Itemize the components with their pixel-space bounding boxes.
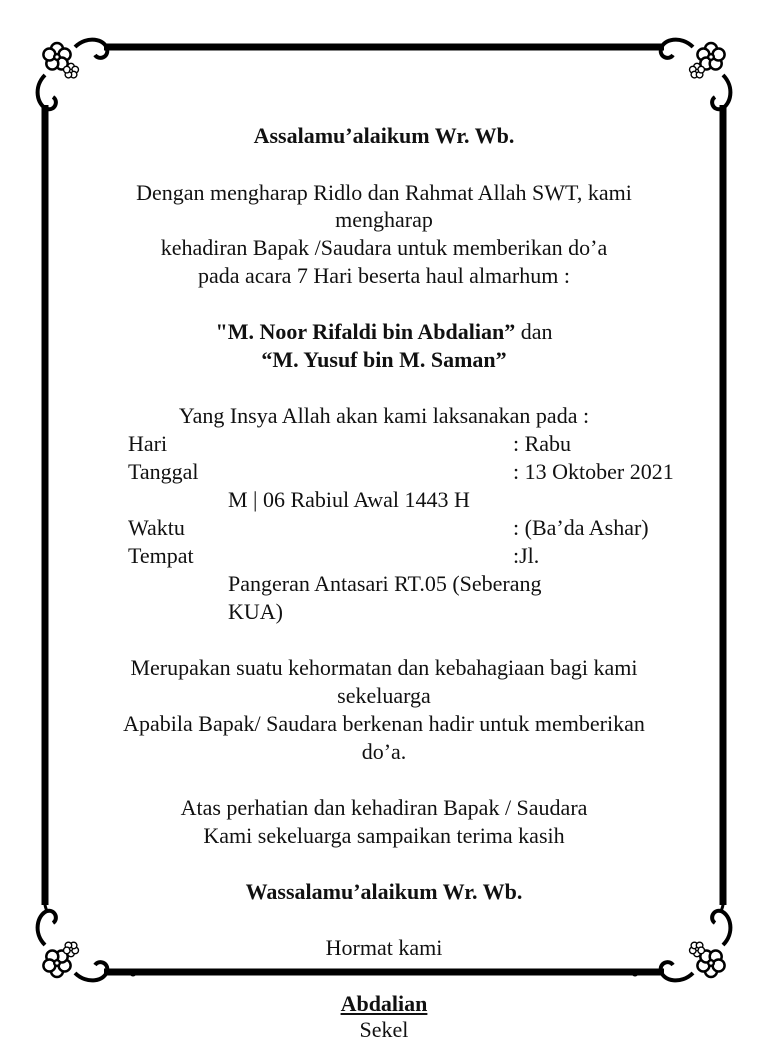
closing-line-6: Kami sekeluarga sampaikan terima kasih bbox=[203, 823, 565, 848]
signer-subline: Sekel bbox=[359, 1017, 409, 1042]
closing-line-1: Merupakan suatu kehormatan dan kebahagiaan bagi kami bbox=[130, 655, 638, 680]
hari-value: : Rabu bbox=[513, 431, 572, 456]
signoff: Hormat kami bbox=[325, 935, 443, 960]
intro-line-4: pada acara 7 Hari beserta haul almarhum : bbox=[198, 263, 570, 288]
tanggal-label: Tanggal bbox=[128, 459, 199, 484]
intro-line-3: kehadiran Bapak /Saudara untuk memberikan do’a bbox=[160, 235, 608, 260]
deceased-connector: dan bbox=[515, 319, 553, 344]
tanggal-continuation: M | 06 Rabiul Awal 1443 H bbox=[228, 487, 470, 512]
tempat-continuation-2: KUA) bbox=[228, 599, 283, 624]
hari-label: Hari bbox=[128, 431, 168, 456]
deceased-name-1: "M. Noor Rifaldi bin Abdalian” bbox=[215, 319, 516, 344]
tanggal-value: : 13 Oktober 2021 bbox=[513, 459, 674, 484]
salutation: Wassalamu’alaikum Wr. Wb. bbox=[245, 879, 523, 904]
tempat-label: Tempat bbox=[128, 543, 194, 568]
intro-line-2: mengharap bbox=[335, 207, 433, 232]
waktu-value: : (Ba’da Ashar) bbox=[513, 515, 649, 540]
tempat-continuation-1: Pangeran Antasari RT.05 (Seberang bbox=[228, 571, 542, 596]
greeting: Assalamu’alaikum Wr. Wb. bbox=[253, 123, 515, 148]
waktu-label: Waktu bbox=[128, 515, 185, 540]
signer-name: Abdalian bbox=[340, 991, 428, 1016]
event-intro: Yang Insya Allah akan kami laksanakan pada : bbox=[178, 403, 590, 428]
closing-line-3: Apabila Bapak/ Saudara berkenan hadir untuk memberikan bbox=[123, 711, 645, 736]
tempat-value: :Jl. bbox=[513, 543, 540, 568]
closing-line-5: Atas perhatian dan kehadiran Bapak / Saudara bbox=[180, 795, 588, 820]
closing-line-4: do’a. bbox=[361, 739, 407, 764]
closing-line-2: sekeluarga bbox=[337, 683, 431, 708]
deceased-name-2: “M. Yusuf bin M. Saman” bbox=[261, 347, 507, 372]
deceased-line-1 bbox=[0, 318, 768, 346]
intro-line-1: Dengan mengharap Ridlo dan Rahmat Allah SWT, kami bbox=[136, 180, 632, 205]
